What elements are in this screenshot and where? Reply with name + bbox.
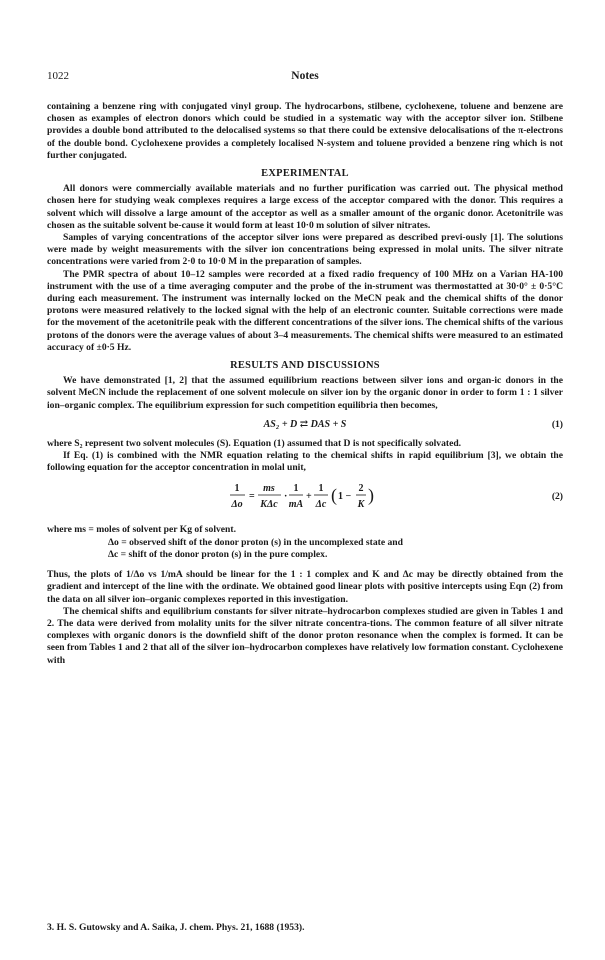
eq2-term4-numerator: 1 xyxy=(318,483,324,495)
eq2-term1-denominator: Δo xyxy=(231,499,243,511)
eq2-dot: · xyxy=(284,491,288,503)
page-number: 1022 xyxy=(47,70,69,82)
equation-1-number: (1) xyxy=(551,418,563,430)
experimental-paragraph-1: All donors were commercially available materials and no further purification was carried out. The physical method chosen here for studying weak complexes requires a large excess of the acceptor compared with the donor. This requires a solvent which will dissolve a large amount of the acceptor as well as a smaller amount of the organic donor. Acetonitrile was chosen as the suitable solvent be-cause it would form at least 10·0 m solution of silver nitrates. xyxy=(47,183,563,231)
results-paragraph-1: We have demonstrated [1, 2] that the assumed equilibrium reactions between silver ions and organ-ic donors in the solvent MeCN include the replacement of one solvent molecule on silver ion by the organic donor in order to form 1 : 1 silver ion–organic complex. The equilibrium expression for such competition equilibria then becomes, xyxy=(47,375,563,411)
results-paragraph-5: The chemical shifts and equilibrium constants for silver nitrate–hydrocarbon complexes studied are given in Tables 1 and 2. The data were derived from molality units for the silver nitrate concentra-tions. The common feature of all silver nitrate complexes with organic donors is the downfield shift of the donor proton resonance when the complex is formed. It can be seen from Tables 1 and 2 that all of the silver ion–hydrocarbon complexes have relatively low formation constant. Cyclohexene with xyxy=(47,605,564,666)
eq2-term2-numerator: ms xyxy=(263,483,275,495)
eq2-term2-denominator: KΔc xyxy=(260,499,278,511)
eq2-paren-open: ( xyxy=(331,485,337,506)
equation-2-definitions xyxy=(47,524,563,561)
definition-ms: where ms = moles of solvent per Kg of solvent. xyxy=(47,524,236,536)
equation-2-number: (2) xyxy=(551,491,563,503)
eq2-term4-denominator: Δc xyxy=(315,499,327,511)
eq2-paren-close: ) xyxy=(368,485,374,506)
definition-delta-c: Δc = shift of the donor proton (s) in the pure complex. xyxy=(108,548,328,560)
eq2-term3-denominator: mA xyxy=(288,499,304,511)
eq2-equals: = xyxy=(249,491,255,503)
equation-2-formula xyxy=(230,479,380,519)
experimental-paragraph-2: Samples of varying concentrations of the acceptor silver ions were prepared as described previ-ously [1]. The solutions were made by weight measurements with the silver ion concentrations being expressed in molal units. The silver nitrate concentrations were varied from 2·0 to 10·0 M in the preparation of samples. xyxy=(47,232,563,268)
eq2-one-minus: 1 − xyxy=(338,491,352,503)
section-title-results: RESULTS AND DISCUSSIONS xyxy=(230,360,380,372)
definition-delta-o: Δo = observed shift of the donor proton (s) in the uncomplexed state and xyxy=(108,536,403,548)
eq2-plus: + xyxy=(306,491,312,503)
equation-2 xyxy=(47,479,563,519)
experimental-paragraph-3: The PMR spectra of about 10–12 samples were recorded at a fixed radio frequency of 100 MHz on a Varian HA-100 instrument with the use of a time averaging computer and the probe of the in-strument was thermostatted at 30·0° ± 0·5°C during each measurement. The instrument was internally locked on the MeCN peak and the chemical shifts of the donor protons were measured relatively to the locked signal with the help of an electronic counter. Suitable corrections were made for the movement of the acetonitrile peak with the different concentrations of the silver ions. The chemical shifts of the various protons of the donors were the average values of about 3–4 measurements. The chemical shifts were measured to an estimated accuracy of ±0·5 Hz. xyxy=(47,268,563,353)
results-paragraph-2: where S₂ represent two solvent molecules (S). Equation (1) assumed that D is not specifically solvated. xyxy=(47,437,462,449)
eq2-term5-denominator: K xyxy=(357,499,365,511)
footnote-reference-3: 3. H. S. Gutowsky and A. Saika, J. chem. Phys. 21, 1688 (1953). xyxy=(47,922,305,933)
running-head: Notes xyxy=(291,70,319,82)
eq2-term1-numerator: 1 xyxy=(234,483,240,495)
equation-1-expression: AS₂ + D ⇄ DAS + S xyxy=(263,418,347,430)
results-paragraph-4: Thus, the plots of 1/Δo vs 1/mA should be linear for the 1 : 1 complex and K and Δc may be directly obtained from the gradient and intercept of the line with the ordinate. We obtained good linear plots with positive intercepts using Eqn (2) from the data on all silver ion–organic complexes reported in this investigation. xyxy=(47,569,563,605)
article-body xyxy=(47,101,563,667)
equation-1 xyxy=(47,415,563,435)
intro-paragraph: containing a benzene ring with conjugated vinyl group. The hydrocarbons, stilbene, cyclohexene, toluene and benzene are chosen as examples of electron donors which could be studied in a systematic way with the acceptor silver ion. Stilbene provides a double bond attributed to the delocalised systems so that there could be extensive delocalisations of the π-electrons of the double bond. Cyclohexene provides a completely localised N-system and toluene provided a benzene ring which is not further conjugated. xyxy=(47,101,563,161)
section-title-experimental: EXPERIMENTAL xyxy=(261,168,349,180)
eq2-term5-numerator: 2 xyxy=(358,483,364,495)
eq2-term3-numerator: 1 xyxy=(293,483,299,495)
page-header xyxy=(47,70,563,84)
results-paragraph-3: If Eq. (1) is combined with the NMR equation relating to the chemical shifts in rapid equilibrium [3], we obtain the following equation for the acceptor concentration in molal unit, xyxy=(47,450,563,474)
